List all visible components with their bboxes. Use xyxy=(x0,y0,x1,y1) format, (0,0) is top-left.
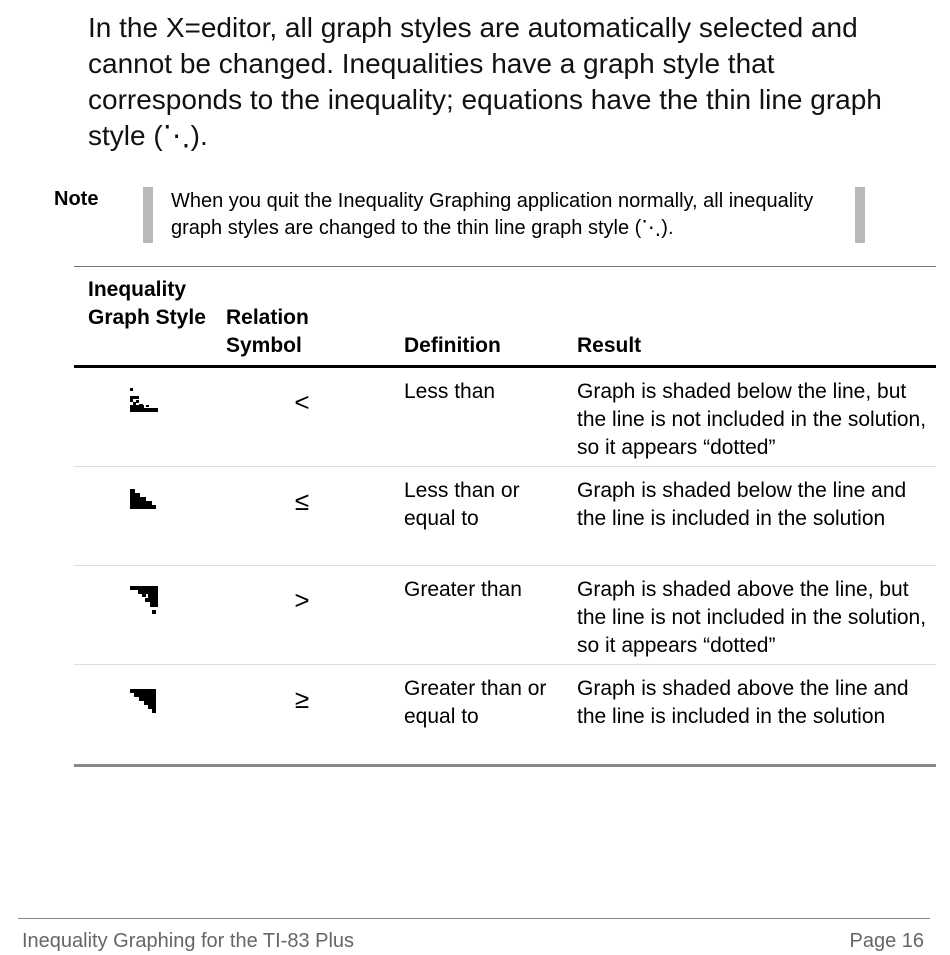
result-cell: Graph is shaded below the line and the line is included in the solution xyxy=(577,479,907,530)
header-definition: Definition xyxy=(404,334,501,357)
header-relation-symbol: Relation Symbol xyxy=(226,306,309,357)
shade-below-dotted-icon xyxy=(128,384,158,424)
intro-paragraph: In the X=editor, all graph styles are automatically selected and cannot be changed. Inequalities have a graph style that corresponds to the inequality; equations have the thin line graph style (⋱). xyxy=(88,12,882,151)
note-text: When you quit the Inequality Graphing application normally, all inequality graph styles are changed to the thin line graph style (⋱). xyxy=(171,190,814,239)
table-row xyxy=(74,566,936,664)
shade-below-solid-icon xyxy=(128,483,158,523)
relation-symbol: ≤ xyxy=(294,486,310,516)
table-bottom-rule xyxy=(74,764,936,767)
footer-title: Inequality Graphing for the TI-83 Plus xyxy=(22,930,355,952)
shade-above-solid-icon xyxy=(128,681,158,721)
header-result: Result xyxy=(577,334,642,357)
table-row xyxy=(74,368,936,466)
definition-cell: Less than xyxy=(404,380,496,403)
header-graph-style: Inequality Graph Style xyxy=(88,278,206,329)
table-top-rule xyxy=(74,266,936,267)
result-cell: Graph is shaded above the line, but the line is not included in the solution, so it appears “dotted” xyxy=(577,578,927,657)
definition-cell: Less than or equal to xyxy=(404,479,520,530)
table-row xyxy=(74,665,936,763)
footer-rule xyxy=(18,918,930,919)
note-right-bar xyxy=(855,187,865,243)
page-number: Page 16 xyxy=(849,930,924,952)
table-row xyxy=(74,467,936,565)
definition-cell: Greater than or equal to xyxy=(404,677,547,728)
shade-above-dotted-icon xyxy=(128,582,158,622)
result-cell: Graph is shaded above the line and the line is included in the solution xyxy=(577,677,909,728)
note-label: Note xyxy=(54,188,99,210)
note-left-bar xyxy=(143,187,153,243)
relation-symbol: > xyxy=(294,585,310,615)
result-cell: Graph is shaded below the line, but the line is not included in the solution, so it appears “dotted” xyxy=(577,380,927,459)
definition-cell: Greater than xyxy=(404,578,522,601)
relation-symbol: ≥ xyxy=(294,684,310,714)
relation-symbol: < xyxy=(294,387,310,417)
